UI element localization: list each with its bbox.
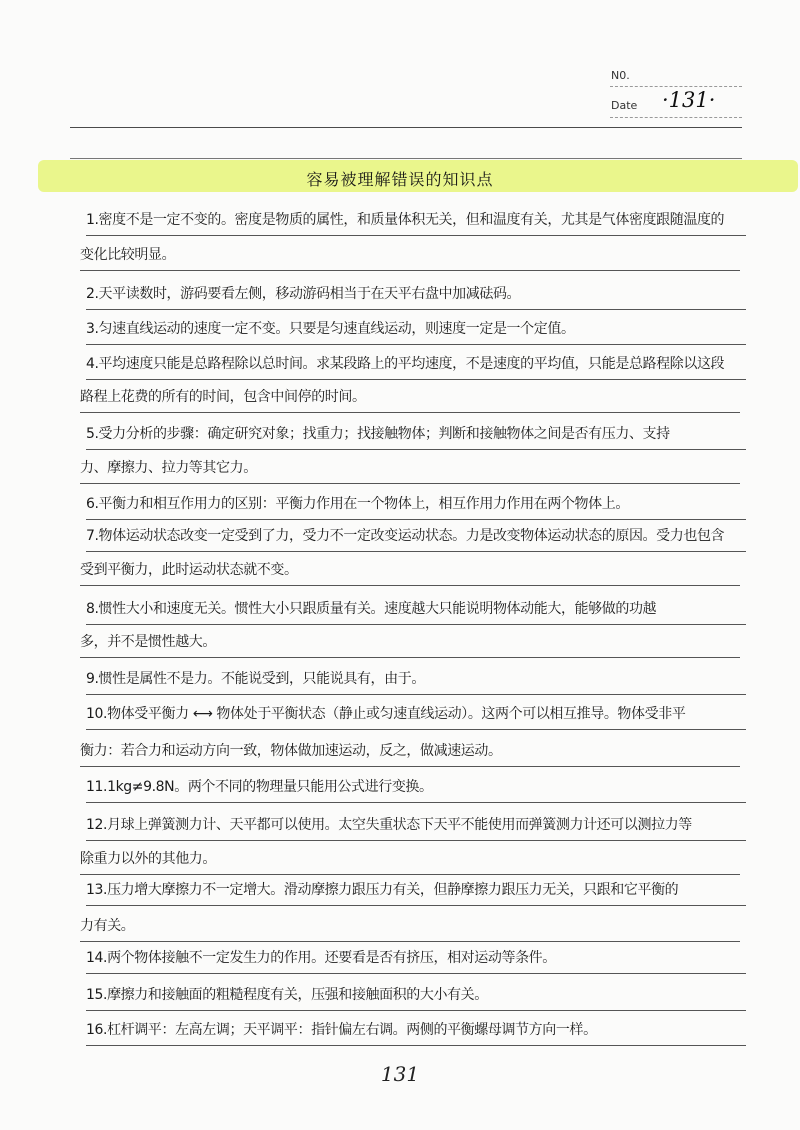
header-rule <box>70 127 742 128</box>
note-line: 路程上花费的所有的时间，包含中间停的时间。 <box>80 380 740 413</box>
note-line: 6.平衡力和相互作用力的区别：平衡力作用在一个物体上，相互作用力作用在两个物体上。 <box>86 487 746 520</box>
note-line: 10.物体受平衡力 ⟷ 物体处于平衡状态（静止或匀速直线运动）。这两个可以相互推导。物体受非平 <box>86 697 746 730</box>
note-line: 15.摩擦力和接触面的粗糙程度有关，压强和接触面积的大小有关。 <box>86 978 746 1011</box>
note-line: 12.月球上弹簧测力计、天平都可以使用。太空失重状态下天平不能使用而弹簧测力计还可以测拉力等 <box>86 808 746 841</box>
note-line: 7.物体运动状态改变一定受到了力，受力不一定改变运动状态。力是改变物体运动状态的原因。受力也包含 <box>86 519 746 552</box>
note-line: 除重力以外的其他力。 <box>80 842 740 875</box>
note-line: 8.惯性大小和速度无关。惯性大小只跟质量有关。速度越大只能说明物体动能大，能够做的功越 <box>86 592 746 625</box>
note-line: 3.匀速直线运动的速度一定不变。只要是匀速直线运动，则速度一定是一个定值。 <box>86 312 746 345</box>
note-line: 变化比较明显。 <box>80 238 740 271</box>
date-dotted-line <box>610 117 742 118</box>
note-line: 衡力：若合力和运动方向一致，物体做加速运动，反之，做减速运动。 <box>80 734 740 767</box>
note-line: 力有关。 <box>80 909 740 942</box>
date-label: Date <box>611 99 638 112</box>
page-title: 容易被理解错误的知识点 <box>306 170 494 189</box>
note-line: 1.密度不是一定不变的。密度是物质的属性，和质量体积无关，但和温度有关，尤其是气体密度跟随温度的 <box>86 203 746 236</box>
no-label: N0. <box>611 69 630 82</box>
note-line: 多，并不是惯性越大。 <box>80 625 740 658</box>
note-line: 16.杠杆调平：左高左调；天平调平：指针偏左右调。两侧的平衡螺母调节方向一样。 <box>86 1013 746 1046</box>
note-line: 14.两个物体接触不一定发生力的作用。还要看是否有挤压，相对运动等条件。 <box>86 941 746 974</box>
note-line: 4.平均速度只能是总路程除以总时间。求某段路上的平均速度，不是速度的平均值，只能是总路程除以这段 <box>86 347 746 380</box>
date-value: ·131· <box>662 88 716 112</box>
rule-above-title <box>70 158 742 159</box>
note-line: 5.受力分析的步骤：确定研究对象；找重力；找接触物体；判断和接触物体之间是否有压力、支持 <box>86 417 746 450</box>
note-line: 受到平衡力，此时运动状态就不变。 <box>80 553 740 586</box>
note-line: 2.天平读数时，游码要看左侧，移动游码相当于在天平右盘中加减砝码。 <box>86 277 746 310</box>
page-number: 131 <box>380 1062 420 1086</box>
note-line: 9.惯性是属性不是力。不能说受到，只能说具有，由于。 <box>86 662 746 695</box>
note-line: 13.压力增大摩擦力不一定增大。滑动摩擦力跟压力有关，但静摩擦力跟压力无关，只跟和它平衡的 <box>86 873 746 906</box>
note-line: 力、摩擦力、拉力等其它力。 <box>80 451 740 484</box>
note-line: 11.1kg≠9.8N。两个不同的物理量只能用公式进行变换。 <box>86 770 746 803</box>
no-dotted-line <box>610 86 742 87</box>
